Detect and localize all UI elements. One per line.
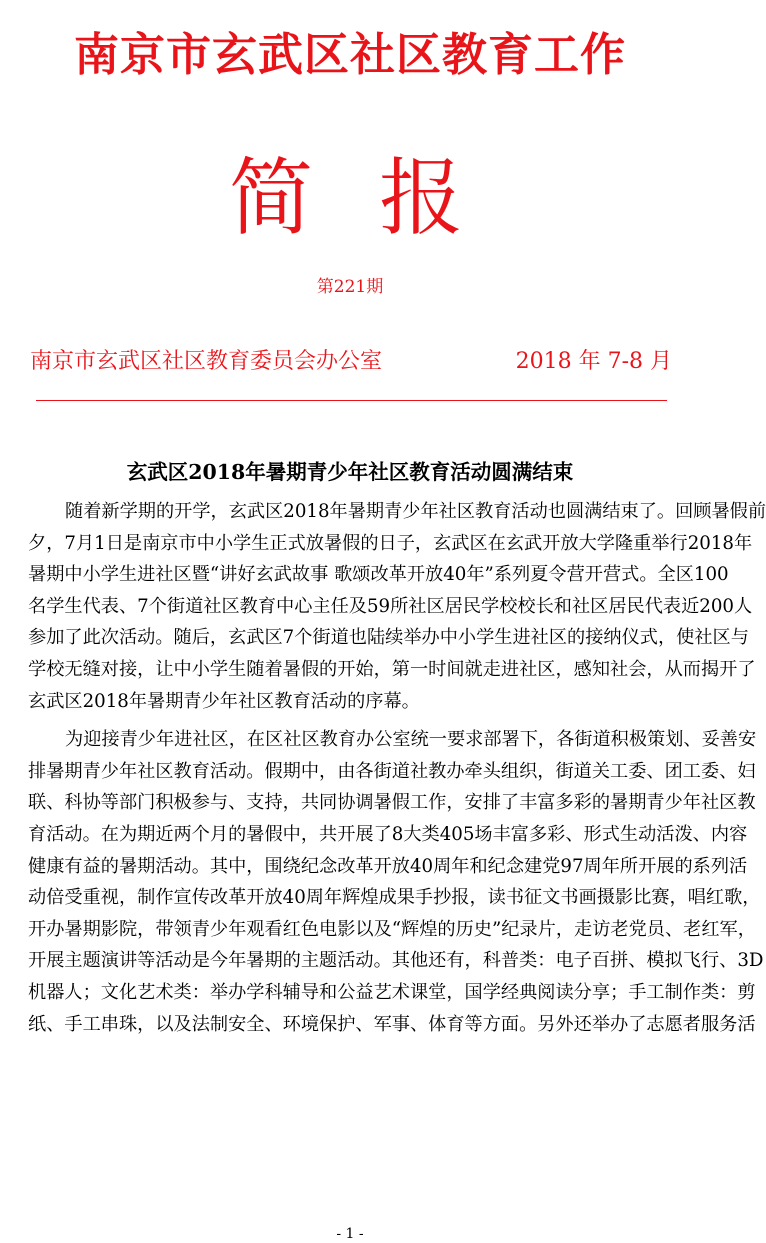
paragraph-1: [28, 496, 766, 717]
bulletin-title: 简报: [228, 149, 529, 247]
masthead-title: 南京市玄武区社区教育工作: [73, 28, 626, 81]
paragraph-line: 参加了此次活动。随后，玄武区7个街道也陆续举办中小学生进社区的接纳仪式，使社区与: [28, 627, 749, 649]
paragraph-2: [28, 724, 764, 1040]
paragraph-line: 动倍受重视，制作宣传改革开放40周年辉煌成果手抄报，读书征文书画摄影比赛，唱红歌，: [28, 887, 761, 909]
page-number: - 1 -: [336, 1226, 364, 1242]
paragraph-line: 育活动。在为期近两个月的暑假中，共开展了8大类405场丰富多彩、形式生动活泼、内容: [28, 823, 748, 845]
paragraph-line: 开展主题演讲等活动是今年暑期的主题活动。其他还有，科普类：电子百拼、模拟飞行、3D: [28, 950, 764, 972]
issue-number: 第221期: [316, 277, 384, 297]
paragraph-line: 玄武区2018年暑期青少年社区教育活动的序幕。: [28, 690, 420, 712]
paragraph-gap: [28, 717, 672, 724]
paragraph-line: 为迎接青少年进社区，在区社区教育办公室统一要求部署下，各街道积极策划、妥善安: [65, 729, 757, 751]
issue-date: 2018 年 7-8 月: [515, 349, 672, 374]
paragraph-line: 纸、手工串珠，以及法制安全、环境保护、军事、体育等方面。另外还举办了志愿者服务活: [28, 1013, 756, 1035]
paragraph-line: 名学生代表、7个街道社区教育中心主任及59所社区居民学校校长和社区居民代表近200人: [28, 595, 753, 617]
paragraph-line: 随着新学期的开学，玄武区2018年暑期青少年社区教育活动也圆满结束了。回顾暑假前: [65, 501, 766, 522]
paragraph-line: 机器人；文化艺术类：举办学科辅导和公益艺术课堂，国学经典阅读分享；手工制作类：剪: [28, 981, 756, 1003]
paragraph-line: 开办暑期影院，带领青少年观看红色电影以及“辉煌的历史”纪录片，走访老党员、老红军，: [28, 918, 756, 940]
article-headline: 玄武区2018年暑期青少年社区教育活动圆满结束: [126, 460, 574, 484]
article-body: [28, 496, 766, 1040]
paragraph-line: 联、科协等部门积极参与、支持，共同协调暑假工作，安排了丰富多彩的暑期青少年社区教: [28, 792, 756, 814]
paragraph-line: 学校无缝对接，让中小学生随着暑假的开始，第一时间就走进社区，感知社会，从而揭开了: [28, 658, 756, 680]
issuing-office: 南京市玄武区社区教育委员会办公室: [30, 349, 383, 374]
paragraph-line: 排暑期青少年社区教育活动。假期中，由各街道社教办牵头组织，街道关工委、团工委、妇: [28, 760, 756, 782]
paragraph-line: 健康有益的暑期活动。其中，围绕纪念改革开放40周年和纪念建党97周年所开展的系列活: [28, 855, 748, 877]
header-divider: [36, 400, 667, 401]
paragraph-line: 夕，7月1日是南京市中小学生正式放暑假的日子，玄武区在玄武开放大学隆重举行2018年: [28, 532, 753, 554]
paragraph-line: 暑期中小学生进社区暨“讲好玄武故事 歌颂改革开放40年”系列夏令营开营式。全区100: [28, 564, 729, 586]
